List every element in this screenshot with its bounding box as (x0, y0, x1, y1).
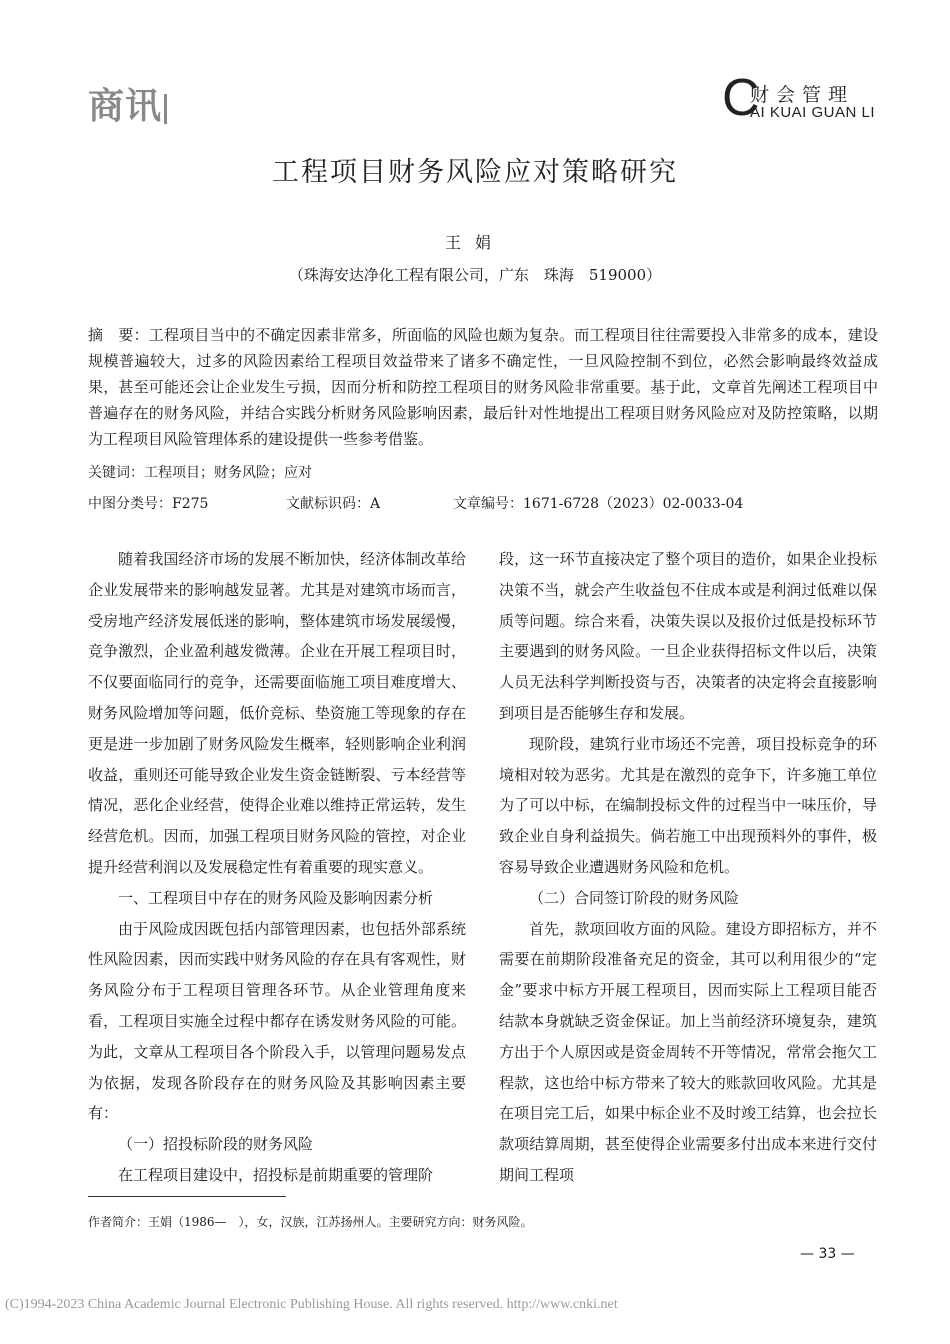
paragraph: 现阶段，建筑行业市场还不完善，项目投标竞争的环境相对较为恶劣。尤其是在激烈的竞争下，许多施工单位为了可以中标，在编制投标文件的过程当中一味压价，导致企业自身利益损失。倘若施工中出现预料外的事件，极容易导致企业遭遇财务风险和危机。 (499, 734, 877, 876)
author-affiliation: （珠海安达净化工程有限公司，广东 珠海 519000） (288, 266, 662, 284)
page-number: — 33 — (800, 1246, 855, 1262)
article-author: 王娟 (444, 233, 505, 252)
abstract: 摘 要：工程项目当中的不确定因素非常多，所面临的风险也颇为复杂。而工程项目往往需要投入非常多的成本，建设规模普遍较大，过多的风险因素给工程项目效益带来了诸多不确定性，一旦风险控制不到位，必然会影响最终效益成果，甚至可能还会让企业发生亏损，因而分析和防控工程项目的财务风险非常重要。基于此，文章首先阐述工程项目中普遍存在的财务风险，并结合实践分析财务风险影响因素，最后针对性地提出工程项目财务风险应对及防控策略，以期为工程项目风险管理体系的建设提供一些参考借鉴。 (88, 326, 878, 448)
journal-logo (88, 78, 167, 129)
body-column-left (88, 544, 466, 1191)
subsection-heading: （一）招投标阶段的财务风险 (118, 1135, 314, 1154)
clc-number: 中图分类号：F275 (88, 496, 209, 512)
logo-bar (164, 94, 167, 124)
column-name-en: AI KUAI GUAN LI (750, 104, 876, 121)
article-number: 文章编号：1671-6728（2023）02-0033-04 (453, 496, 744, 512)
keywords: 关键词：工程项目；财务风险；应对 (88, 465, 312, 481)
subsection-heading: （二）合同签订阶段的财务风险 (529, 888, 740, 907)
footnote-divider (88, 1196, 286, 1197)
paragraph: 随着我国经济市场的发展不断加快，经济体制改革给企业发展带来的影响越发显著。尤其是对建筑市场而言，受房地产经济发展低迷的影响，整体建筑市场发展缓慢，竞争激烈，企业盈利越发微薄。企业在开展工程项目时，不仅要面临同行的竞争，还需要面临施工项目难度增大、财务风险增加等问题，低价竞标、垫资施工等现象的存在更是进一步加剧了财务风险发生概率，轻则影响企业利润收益，重则还可能导致企业发生资金链断裂、亏本经营等情况，恶化企业经营，使得企业难以维持正常运转，发生经营危机。因而，加强工程项目财务风险的管控，对企业提升经营利润以及发展稳定性有着重要的现实意义。 (88, 550, 466, 876)
paragraph: 在工程项目建设中，招投标是前期重要的管理阶 (118, 1165, 434, 1184)
column-name-cn: 财会管理 (750, 84, 855, 106)
body-column-right (499, 544, 877, 1191)
paragraph: 由于风险成因既包括内部管理因素，也包括外部系统性风险因素，因而实践中财务风险的存在具有客观性，财务风险分布于工程项目管理各环节。从企业管理角度来看，工程项目实施全过程中都存在诱发财务风险的可能。为此，文章从工程项目各个阶段入手，以管理问题易发点为依据，发现各阶段存在的财务风险及其影响因素主要有： (88, 919, 466, 1123)
journal-logo-text: 商讯 (88, 85, 163, 127)
copyright-watermark: (C)1994-2023 China Academic Journal Electronic Publishing House. All rights reserved. http://www.cnki.net (5, 1297, 618, 1312)
column-initial: C (722, 69, 760, 127)
document-code: 文献标识码：A (286, 496, 381, 512)
column-logo (722, 69, 876, 127)
article-title: 工程项目财务风险应对策略研究 (272, 157, 678, 188)
section-heading: 一、工程项目中存在的财务风险及影响因素分析 (118, 888, 434, 907)
paragraph: 首先，款项回收方面的风险。建设方即招标方，并不需要在前期阶段准备充足的资金，其可以利用很少的“定金”要求中标方开展工程项目，因而实际上工程项目能否结款本身就缺乏资金保证。加上当前经济环境复杂，建筑方出于个人原因或是资金周转不开等情况，常常会拖欠工程款，这也给中标方带来了较大的账款回收风险。尤其是在项目完工后，如果中标企业不及时竣工结算，也会拉长款项结算周期，甚至使得企业需要多付出成本来进行交付期间工程项 (499, 919, 877, 1184)
author-footnote: 作者简介：王娟（1986— ），女，汉族，江苏扬州人。主要研究方向：财务风险。 (88, 1215, 533, 1229)
paragraph-continued: 段，这一环节直接决定了整个项目的造价，如果企业投标决策不当，就会产生收益包不住成本或是利润过低难以保质等问题。综合来看，决策失误以及报价过低是投标环节主要遇到的财务风险。一旦企业获得招标文件以后，决策人员无法科学判断投资与否，决策者的决定将会直接影响到项目是否能够生存和发展。 (499, 550, 877, 722)
